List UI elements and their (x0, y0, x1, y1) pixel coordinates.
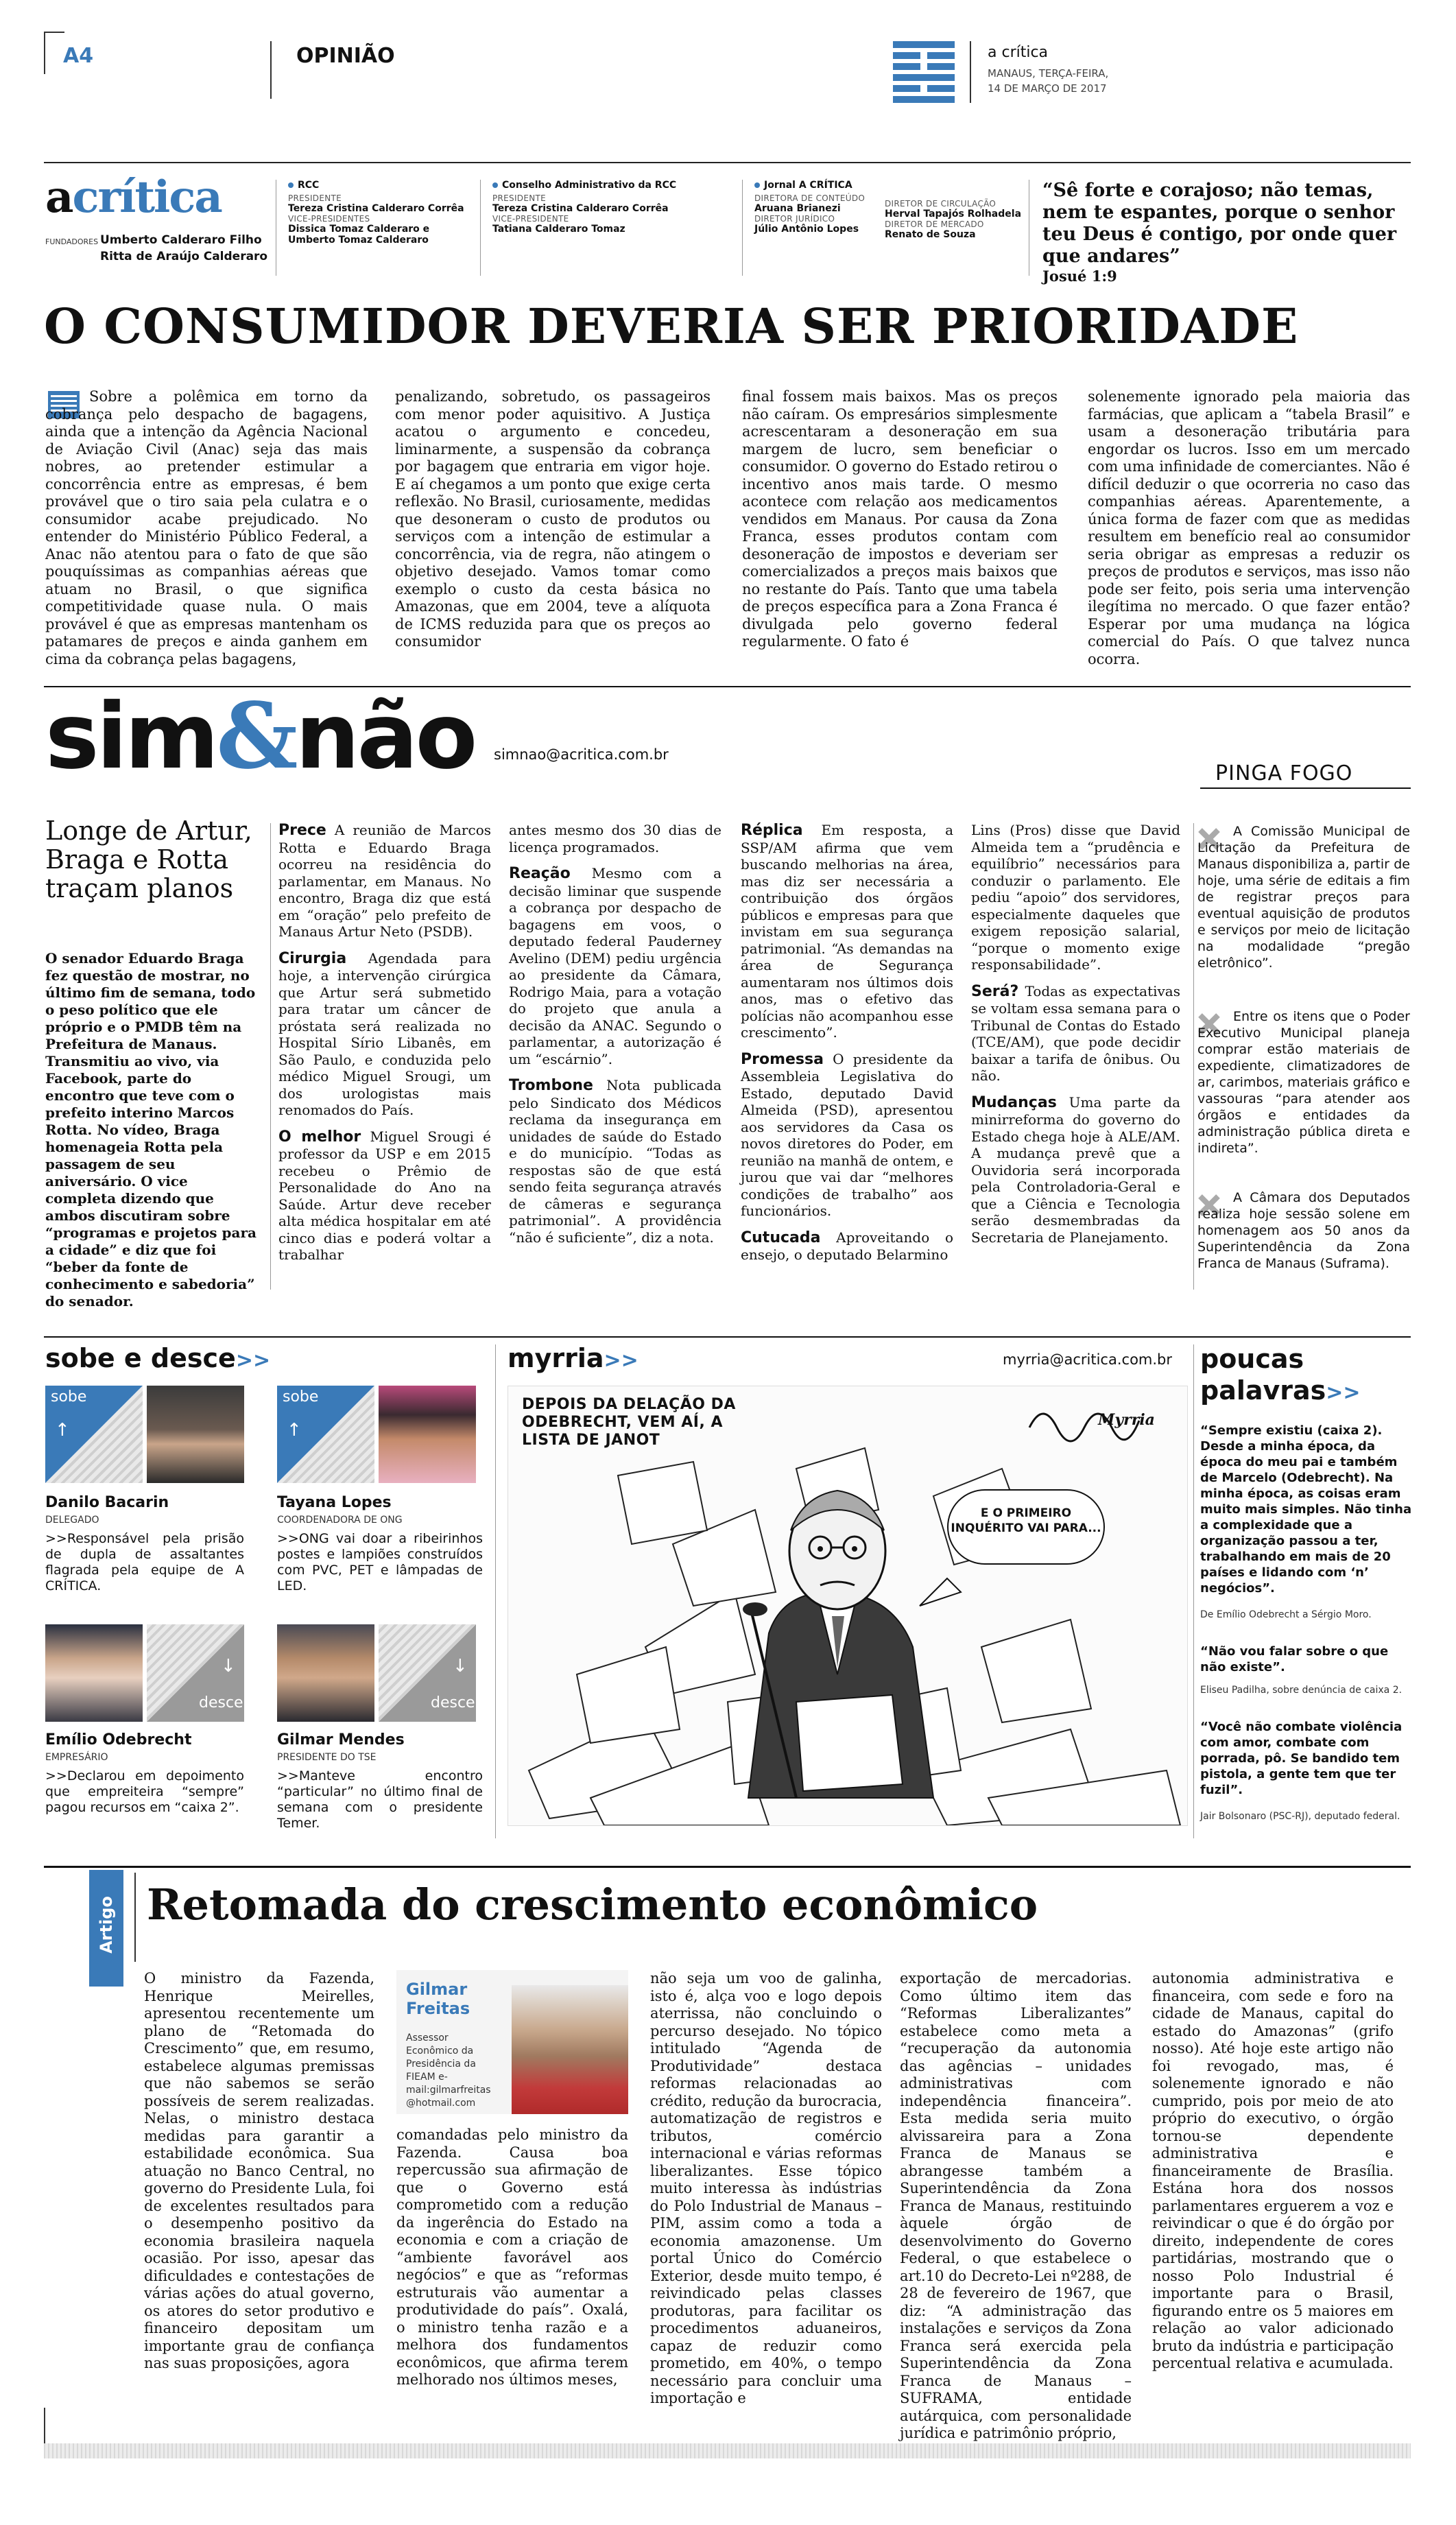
note-item (509, 865, 721, 1067)
pinga-fogo-item-3: A Câmara dos Deputados realiza hoje sessão solene em homenagem aos 50 anos da Superintendência da Zona Franca de Manaus (Suframa). (1197, 1190, 1410, 1271)
photo-tayana-lopes (379, 1386, 476, 1483)
editorial-col-3: final fossem mais baixos. Mas os preços não caíram. Os empresários simplesmente acrescentaram a desoneração em sua margem de lucro, sem beneficiar o consumidor. O governo do Estado retirou o incentivo anos mais tarde. O mesmo acontece com relação aos medicamentos vendidos em Manaus. Por causa da Zona Franca, esses produtos contam com desoneração de impostos e deveriam ser comercializados a preços mais baixos que no restante do País. Tanto que uma tabela de preços específica para a Zona Franca é divulgada pelo governo federal regularmente. O fato é (742, 388, 1058, 650)
note-keyword: Será? (971, 982, 1019, 1000)
note-keyword: Réplica (741, 822, 803, 839)
person-note: >>Responsável pela prisão de dupla de assaltantes flagrada pela equipe de A CRÍTICA. (45, 1531, 244, 1593)
photo-emilio-odebrecht (45, 1624, 143, 1722)
note-keyword: Cutucada (741, 1229, 821, 1246)
artigo-title: Retomada do crescimento econômico (147, 1880, 1038, 1930)
note-item (741, 1051, 953, 1220)
author-box (396, 1970, 628, 2114)
person-name: Danilo Bacarin (45, 1494, 169, 1511)
myrria-divider-left (495, 1344, 496, 1838)
brand-name: a crítica (988, 44, 1049, 61)
artigo-title-divider (134, 1873, 136, 1962)
note-text: Miguel Srougi é professor da USP e em 2015 recebeu o Prêmio de Personalidade do Ano na Saúde. Artur deve receber alta médica hospitalar em até cinco dias e poderá voltar a trabalhar (278, 1128, 491, 1263)
sobe-label: sobe (283, 1388, 319, 1406)
person-name: Tayana Lopes (277, 1494, 392, 1511)
cartoon-speech-bubble: E O PRIMEIRO INQUÉRITO VAI PARA... (947, 1489, 1105, 1565)
person-role: COORDENADORA DE ONG (277, 1515, 403, 1526)
simnao-col-4 (741, 822, 953, 1273)
cartoon-drawing (508, 1386, 1187, 1825)
note-keyword: Promessa (741, 1050, 824, 1068)
editorial-title: O CONSUMIDOR DEVERIA SER PRIORIDADE (44, 298, 1299, 355)
artigo-col-3: não seja um voo de galinha, isto é, alça voo e logo depois aterrissa, não concluindo o percurso desejado. No tópico intitulado “Agenda de Produtividade” destaca reformas relacionadas ao crédito, redução da burocracia, automatização de registros e tributos, comércio internacional e várias reformas liberalizantes. Esse tópico muito interessa às indústrias do Polo Industrial de Manaus – PIM, assim como a toda a economia amazonense. Um portal Único do Comércio Exterior, desde muito tempo, é reivindicado pelas classes produtoras, para facilitar os procedimentos aduaneiros, capaz de reduzir como prometido, em 40%, o tempo necessário para concluir uma importação e (650, 1970, 882, 2406)
daily-quote: “Sê forte e corajoso; não temas, nem te espantes, porque o senhor teu Deus é contigo, por onde quer que andares” (1042, 180, 1397, 267)
conselho-block: Conselho Administrativo da RCC PRESIDENTE Tereza Cristina Calderaro Corrêa VICE-PRESIDENTE Tatiana Calderaro Tomaz (492, 180, 677, 235)
note-keyword: Cirurgia (278, 949, 347, 967)
note-item (741, 822, 953, 1041)
simnao-lede: O senador Eduardo Braga fez questão de mostrar, no último fim de semana, todo o peso político que ele próprio e o PMDB têm na Prefeitura de Manaus. Transmitiu ao vivo, via Facebook, parte do encontro que teve com o prefeito interino Marcos Rotta. No vídeo, Braga homenageia Rotta pela passagem de seu aniversário. O vice completa dizendo que ambos discutiram sobre “programas e projetos para a cidade” e diz que foi “beber da fonte de conhecimento e sabedoria” do senador. (45, 950, 256, 1309)
note-item (509, 1077, 721, 1246)
note-keyword: O melhor (278, 1128, 361, 1146)
note-text: Agendada para hoje, a intervenção cirúrgica que Artur será submetido para tratar um câncer de próstata será realizada no Hospital Sírio Libanês, em São Paulo, e conduzida pelo médico Miguel Srougi, um dos urologistas mais renomados do País. (278, 949, 491, 1118)
masthead-logo: acrítica (45, 171, 222, 223)
quote-1: “Sempre existiu (caixa 2). Desde a minha época, da época do meu pai e também de Marcelo (Odebrecht). Na minha época, as coisas eram muito mais simples. Não tinha a complexidade que a organização passou a ter, trabalhando em mais de 20 países e lidando com ‘n’ negócios”. (1200, 1423, 1412, 1596)
masthead-divider-2 (480, 180, 481, 276)
person-note: >>Declarou em depoimento que empreiteira “sempre” pagou recursos em “caixa 2”. (45, 1768, 244, 1815)
header-divider (270, 41, 272, 99)
pinga-fogo-title: PINGA FOGO (1215, 761, 1353, 785)
cartoon-signature: Myrria (1098, 1411, 1155, 1429)
note-item (278, 822, 491, 940)
author-photo (512, 1985, 628, 2114)
person-note: >>Manteve encontro “particular” no último final de semana com o presidente Temer. (277, 1768, 483, 1831)
quote-2: “Não vou falar sobre o que não existe”. (1200, 1644, 1389, 1674)
author-bio: Assessor Econômico da Presidência da FIEAM e-mail:gilmarfreitas @hotmail.com (406, 2032, 491, 2109)
rcc-block: RCC PRESIDENTE Tereza Cristina Calderaro Corrêa VICE-PRESIDENTES Dissica Tomaz Calderaro e Umberto Tomaz Calderaro (288, 180, 464, 246)
myrria-email[interactable]: myrria@acritica.com.br (1003, 1351, 1173, 1368)
sobe-desce-title: sobe e desce>> (45, 1343, 271, 1373)
note-item (278, 950, 491, 1119)
jornal-block: Jornal A CRÍTICA DIRETORA DE CONTEÚDO Aruana Brianezi DIRETOR JURÍDICO Júlio Antônio Lopes (754, 180, 866, 235)
pinga-divider (1193, 823, 1194, 1290)
artigo-col-1: O ministro da Fazenda, Henrique Meirelles, apresentou recentemente um plano de “Retomada do Crescimento” que, em resumo, estabelece algumas premissas que não sabemos se serão possíveis de serem realizadas. Nelas, o ministro destaca medidas para garantir a estabilidade econômica. Sua atuação no Banco Central, no governo do Presidente Lula, foi de excelentes resultados para o desempenho positivo da economia brasileira naquela ocasião. Por isso, apesar das dificuldades e contestações de várias ações do atual governo, os atores do setor produtivo e financeiro depositam um importante grau de confiança nas suas proposições, agora (144, 1970, 374, 2371)
note-text: Aproveitando o ensejo, o deputado Belarmino (741, 1229, 953, 1263)
crop-mark-top-left (44, 32, 64, 74)
quote-3: “Você não combate violência com amor, combate com porrada, pô. Se bandido tem pistola, a gente tem que ter fuzil”. (1200, 1720, 1403, 1797)
simnao-email[interactable]: simnao@acritica.com.br (494, 746, 669, 763)
quote-2-source: Eliseu Padilha, sobre denúncia de caixa 2. (1200, 1685, 1403, 1696)
note-text: Uma parte da minirreforma do governo do Estado chega hoje à ALE/AM. A mudança prevê que a Ouvidoria será incorporada pela Controladoria-Geral e que a Ciência e Tecnologia serão desmembradas da Secretaria de Planejamento. (971, 1093, 1180, 1246)
note-text: A reunião de Marcos Rotta e Eduardo Braga ocorreu na residência do parlamentar, em Manaus. No encontro, Braga diz que está em “oração” pelo prefeito de Manaus Artur Neto (PSDB). (278, 822, 491, 940)
artigo-top-rule (44, 1866, 1411, 1868)
note-keyword: Reação (509, 865, 571, 882)
note-item (971, 1094, 1180, 1246)
artigo-tag-box (89, 1870, 123, 1987)
simnao-col-2 (278, 822, 491, 1273)
note-item (509, 822, 721, 855)
simnao-logo: sim&não (45, 683, 475, 790)
person-role: DELEGADO (45, 1515, 99, 1526)
photo-gilmar-mendes (277, 1624, 374, 1722)
note-keyword: Prece (278, 822, 326, 839)
page-number: A4 (63, 44, 94, 68)
desce-label: desce (431, 1694, 475, 1711)
header-divider-2 (970, 41, 971, 103)
desce-label: desce (199, 1694, 243, 1711)
artigo-col-4: exportação de mercadorias. Como último item das “Reformas Liberalizantes” estabelece como meta a “recuperação da autonomia das agências – unidades administrativas com independência financeira”. Esta medida seria muito alvissareira para a Zona Franca de Manaus se abrangesse também a Superintendência da Zona Franca de Manaus, restituindo àquele órgão de desenvolvimento do Governo Federal, o que estabelece o art.10 do Decreto-Lei nº288, de 28 de fevereiro de 1967, que diz: “A administração das instalações e serviços da Zona Franca será exercida pela Superintendência da Zona Franca de Manaus – SUFRAMA, entidade autárquica, com personalidade jurídica e patrimônio próprio, (900, 1970, 1132, 2441)
editorial-col-1: Sobre a polêmica em torno da cobrança pelo despacho de bagagens, ainda que a intenção da Agência Nacional de Aviação Civil (Anac) seja das mais nobres, ao pretender estimular a concorrência entre as empresas, é bem provável que o tiro saia pela culatra e o consumidor acabe prejudicado. No entender do Ministério Público Federal, a Anac não atentou para o fato de que são pouquíssimas as companhias aéreas que atuam no Brasil, o que significa competitividade quase nula. O mais provável é que as empresas mantenham os patamares de preços e ainda ganhem em cima da cobrança pelas bagagens, (45, 388, 368, 667)
founder-2: Ritta de Araújo Calderaro (100, 250, 268, 263)
masthead-top-rule (44, 162, 1411, 163)
quote-1-source: De Emílio Odebrecht a Sérgio Moro. (1200, 1609, 1372, 1620)
myrria-title: myrria>> (508, 1343, 639, 1373)
note-item (971, 822, 1180, 973)
cartoon (508, 1386, 1188, 1826)
person-role: EMPRESÁRIO (45, 1752, 108, 1763)
dateline-date: 14 DE MARÇO DE 2017 (988, 82, 1107, 95)
footer-stripe (44, 2443, 1411, 2458)
author-name: Gilmar Freitas (406, 1980, 470, 2018)
note-text: O presidente da Assembleia Legislativa do Estado, deputado David Almeida (PSD), apresentou aos servidores da Casa os novos diretores do Poder, em reunião na manhã de ontem, e jurou que vai dar “melhores condições de trabalho” aos funcionários. (741, 1050, 953, 1219)
masthead-divider-3 (742, 180, 743, 276)
note-text: antes mesmo dos 30 dias de licença programados. (509, 822, 721, 855)
artigo-tag: Artigo (97, 1896, 116, 1954)
down-arrow-icon: ↓ (221, 1656, 236, 1676)
cartoon-caption: DEPOIS DA DELAÇÃO DA ODEBRECHT, VEM AÍ, A LISTA DE JANOT (522, 1396, 736, 1449)
up-arrow-icon: ↑ (55, 1420, 70, 1441)
note-text: Todas as expectativas se voltam essa semana para o Tribunal de Contas do Estado (TCE/AM), que pode decidir baixar a tarifa de ônibus. Ou não. (971, 982, 1180, 1084)
pinga-fogo-item-2: Entre os itens que o Poder Executivo Municipal planeja comprar estão materiais de expediente, climatizadores de ar, carimbos, materiais gráfico e vassouras “para atender aos órgãos e entidades da administração pública direta e indireta”. (1197, 1009, 1410, 1156)
note-text: Lins (Pros) disse que David Almeida tem a “prudência e equilíbrio” necessários para conduzir o parlamento. Ele pediu “apoio” dos servidores, especialmente daqueles que exigem reposição salarial, “porque o momento exige responsabilidade”. (971, 822, 1180, 973)
artigo-col-5: autonomia administrativa e financeira, com sede e foro na cidade de Manaus, capital do estado do Amazonas” (grifo nosso). Até hoje este artigo não foi revogado, mas, é solenemente ignorado e não cumprido, pois por meio de ato próprio do executivo, o órgão tornou-se dependente administrativa e financeiramente de Brasília. Estána hora dos nossos parlamentares erguerem a voz e reivindicar o que é do órgão por direito, independente de cores partidárias, mostrando que o nosso Polo Industrial é importante para o Brasil, figurando entre os 5 maiores em relação ao valor adicionado bruto da indústria e participação percentual relativa e acumulada. (1152, 1970, 1394, 2371)
poucas-palavras-title: poucas palavras>> (1200, 1344, 1361, 1406)
simnao-headline: Longe de Artur, Braga e Rotta traçam planos (45, 816, 252, 903)
person-role: PRESIDENTE DO TSE (277, 1752, 377, 1763)
pinga-fogo-item-1: A Comissão Municipal de Licitação da Prefeitura de Manaus disponibiliza a, partir de hoje, uma série de editais a fim de registrar preços para eventual aquisição de produtos e serviços por meio de licitação na modalidade “pregão eletrônico”. (1197, 824, 1410, 971)
person-name: Emílio Odebrecht (45, 1731, 192, 1748)
section-title: OPINIÃO (296, 44, 395, 68)
note-item (971, 983, 1180, 1084)
person-name: Gilmar Mendes (277, 1731, 405, 1748)
up-arrow-icon: ↑ (287, 1420, 302, 1441)
editorial-col-4: solenemente ignorado pela maioria das farmácias, que aplicam a “tabela Brasil” e usam a desoneração tributária para engordar os lucros. Isso em um mercado com uma infinidade de comerciantes. Não é difícil deduzir o que ocorreria no caso das companhias aéreas. Aparentemente, a única forma de fazer com que as medidas resultem em benefício real ao consumidor seria obrigar as empresas a reduzir os preços de produtos e serviços, mas isso não pode ser feito, pois seria uma intervenção ilegítima no mercado. O que fazer então? Esperar por uma mudança na lógica comercial do País. O que talvez nunca ocorra. (1088, 388, 1410, 667)
simnao-col-5 (971, 822, 1180, 1255)
lower-top-rule (44, 1336, 1411, 1338)
founders-label: FUNDADORES (45, 237, 99, 246)
pinga-fogo-rule (1200, 787, 1411, 789)
note-text: Nota publicada pelo Sindicato dos Médicos reclama da insegurança em unidades de saúde do Estado e do município. “Todas as respostas são de que está sendo feita segurança através de câmeras e segurança patrimonial”. A providência “não é suficiente”, diz a nota. (509, 1077, 721, 1246)
editorial-col-2: penalizando, sobretudo, os passageiros com menor poder aquisitivo. A Justiça acatou o argumento e concedeu, liminarmente, a suspensão da cobrança por bagagem que entraria em vigor hoje. E aí chegamos a um ponto que exige certa reflexão. No Brasil, curiosamente, medidas que desoneram o custo de produtos ou serviços com a intenção de estimular a concorrência, via de regra, não atingem o objetivo desejado. Vamos tomar como exemplo o custo da cesta básica no Amazonas, que em 2004, teve a alíquota de ICMS reduzida para que os preços ao consumidor (395, 388, 711, 650)
photo-danilo-bacarin (147, 1386, 244, 1483)
down-arrow-icon: ↓ (453, 1656, 468, 1676)
artigo-col-2: comandadas pelo ministro da Fazenda. Causa boa repercussão sua afirmação de que o Governo está comprometido com a redução da ingerência do Estado na economia e com a criação de “ambiente favorável aos negócios” e que as “reformas estruturais vão aumentar a produtividade do país”. Oxalá, o ministro tenha razão e a melhora dos fundamentos econômicos, que afirma terem melhorado nos últimos meses, (396, 2126, 628, 2388)
note-keyword: Mudanças (971, 1093, 1057, 1111)
brand-mark-icon (893, 41, 955, 103)
poucas-divider (1193, 1344, 1194, 1838)
note-item (278, 1128, 491, 1264)
note-keyword: Trombone (509, 1077, 593, 1094)
founder-1: Umberto Calderaro Filho (100, 233, 262, 247)
note-item (741, 1229, 953, 1264)
simnao-divider-1 (270, 823, 271, 1290)
note-text: Mesmo com a decisão liminar que suspende a cobrança por despacho de bagagens em voos, o deputado federal Pauderney Avelino (DEM) pediu urgência ao presidente da Câmara, Rodrigo Maia, para a votação do projeto que anula a decisão da ANAC. Segundo o parlamentar, a autorização é um “escárnio”. (509, 865, 721, 1067)
person-note: >>ONG vai doar a ribeirinhos postes e lampiões construídos com PVC, PET e lâmpadas de LED. (277, 1531, 483, 1593)
note-text: Em resposta, a SSP/AM afirma que vem buscando melhorias na área, mas diz ser necessária a contribuição dos órgãos públicos e empresas para que invistam em sua segurança patrimonial. “As demandas na área de Segurança aumentaram nos últimos dois anos, mas o efetivo das polícias não acompanhou esse crescimento”. (741, 822, 953, 1041)
daily-quote-ref: Josué 1:9 (1042, 268, 1117, 285)
quote-3-source: Jair Bolsonaro (PSC-RJ), deputado federal. (1200, 1811, 1400, 1822)
jornal-block-2: DIRETOR DE CIRCULAÇÃO Herval Tapajós Rolhadela DIRETOR DE MERCADO Renato de Souza (885, 199, 1022, 240)
simnao-col-3 (509, 822, 721, 1255)
sobe-label: sobe (51, 1388, 87, 1406)
dateline-city: MANAUS, TERÇA-FEIRA, (988, 67, 1109, 80)
